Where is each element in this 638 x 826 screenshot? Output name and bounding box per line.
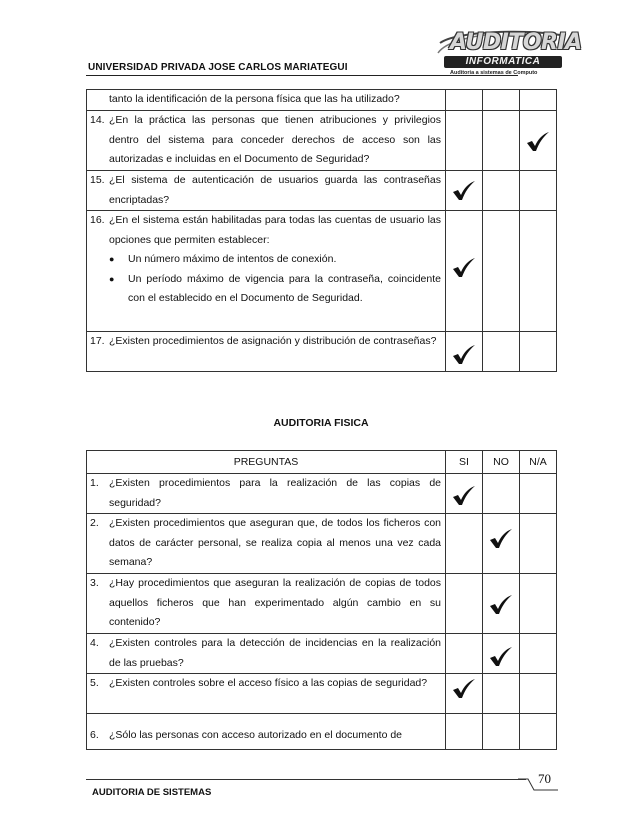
question-number: 1.	[90, 477, 99, 489]
answer-cell-na	[520, 474, 557, 514]
question-text: ¿En el sistema están habilitadas para todas las cuentas de usuario las opciones que permiten establecer:	[109, 214, 441, 246]
answer-cell-na	[520, 714, 557, 750]
list-item: ● Un período máximo de vigencia para la contraseña, coincidente con el establecido en el Documento de Seguridad.	[109, 272, 441, 304]
answer-cell-no	[483, 90, 520, 111]
answer-cell-si	[446, 634, 483, 674]
answer-cell-no	[483, 171, 520, 211]
answer-cell-no	[483, 332, 520, 372]
question-number: 5.	[90, 677, 99, 689]
answer-cell-si	[446, 714, 483, 750]
list-item: ● Un número máximo de intentos de conexión.	[109, 253, 337, 265]
checkmark-icon	[451, 257, 477, 279]
answer-cell-no	[483, 211, 520, 332]
answer-cell-no	[483, 474, 520, 514]
answer-cell-no	[483, 674, 520, 714]
table-row	[87, 574, 557, 634]
checkmark-icon	[451, 180, 477, 202]
section-title: AUDITORIA FISICA	[273, 417, 369, 429]
question-number: 2.	[90, 517, 99, 529]
question-cell	[87, 514, 446, 574]
question-text: ¿Existen controles para la detección de incidencias en la realización de las pruebas?	[109, 637, 441, 669]
table-row	[87, 90, 557, 111]
question-cell	[87, 332, 446, 372]
logo-band: INFORMATICA	[444, 56, 562, 68]
header-divider	[86, 75, 518, 76]
question-cell	[87, 574, 446, 634]
answer-cell-na	[520, 111, 557, 171]
question-number: 4.	[90, 637, 99, 649]
answer-cell-na	[520, 90, 557, 111]
question-text: ¿Existen procedimientos para la realización de las copias de seguridad?	[109, 477, 441, 509]
question-number: 15.	[90, 174, 105, 186]
question-text: ¿Existen controles sobre el acceso físico a las copias de seguridad?	[109, 677, 428, 689]
answer-cell-no	[483, 574, 520, 634]
column-header-na: N/A	[520, 451, 557, 474]
table-row	[87, 714, 557, 750]
table-row	[87, 674, 557, 714]
question-number: 6.	[90, 728, 99, 741]
page-number: 70	[538, 771, 551, 786]
column-header-si: SI	[446, 451, 483, 474]
checkmark-icon	[488, 646, 514, 668]
answer-cell-na	[520, 634, 557, 674]
answer-cell-si	[446, 574, 483, 634]
answer-cell-na	[520, 574, 557, 634]
column-header-no: NO	[483, 451, 520, 474]
footer-label: AUDITORIA DE SISTEMAS	[92, 787, 212, 798]
table-row	[87, 474, 557, 514]
logo-subtitle: Auditoria a sistemas de Computo	[450, 70, 538, 76]
answer-cell-si	[446, 332, 483, 372]
table-header-row	[87, 451, 557, 474]
question-number: 3.	[90, 577, 99, 589]
answer-cell-si	[446, 514, 483, 574]
footer-divider	[86, 779, 526, 780]
question-text: tanto la identificación de la persona física que las ha utilizado?	[109, 93, 400, 105]
column-header-questions: PREGUNTAS	[87, 451, 446, 474]
access-control-table	[86, 89, 557, 372]
question-text: ¿Hay procedimientos que aseguran la realización de copias de todos aquellos ficheros que han experimentado algún cambio en su contenido?	[109, 577, 441, 628]
answer-cell-si	[446, 474, 483, 514]
question-cell	[87, 211, 446, 332]
answer-cell-no	[483, 634, 520, 674]
answer-cell-na	[520, 211, 557, 332]
answer-cell-na	[520, 332, 557, 372]
question-cell	[87, 714, 446, 750]
answer-cell-no	[483, 111, 520, 171]
question-number: 14.	[90, 114, 105, 126]
checkmark-icon	[488, 594, 514, 616]
question-cell	[87, 111, 446, 171]
table-row	[87, 332, 557, 372]
answer-cell-si	[446, 90, 483, 111]
question-cell	[87, 171, 446, 211]
question-text: ¿Existen procedimientos que aseguran que, de todos los ficheros con datos de carácter personal, se realiza copia al menos una vez cada semana?	[109, 517, 441, 568]
answer-cell-na	[520, 674, 557, 714]
answer-cell-na	[520, 514, 557, 574]
question-cell	[87, 674, 446, 714]
question-cell	[87, 474, 446, 514]
table-row	[87, 514, 557, 574]
answer-cell-si	[446, 211, 483, 332]
checkmark-icon	[451, 678, 477, 700]
question-text: ¿El sistema de autenticación de usuarios guarda las contraseñas encriptadas?	[109, 174, 441, 206]
answer-cell-si	[446, 111, 483, 171]
checkmark-icon	[451, 344, 477, 366]
auditoria-informatica-logo	[436, 29, 582, 81]
table-row	[87, 171, 557, 211]
question-text: ¿En la práctica las personas que tienen atribuciones y privilegios dentro del sistema para conceder derechos de acceso son las autorizadas e incluidas en el Documento de Seguridad?	[109, 114, 441, 165]
logo-title: AUDITORIA	[450, 30, 582, 55]
university-title: UNIVERSIDAD PRIVADA JOSE CARLOS MARIATEGUI	[88, 62, 348, 73]
question-number: 16.	[90, 214, 105, 226]
physical-audit-table	[86, 450, 557, 750]
question-cell	[87, 634, 446, 674]
question-cell	[87, 90, 446, 111]
question-text: ¿Sólo las personas con acceso autorizado en el documento de	[109, 728, 403, 741]
answer-cell-si	[446, 674, 483, 714]
question-text: ¿Existen procedimientos de asignación y distribución de contraseñas?	[109, 335, 437, 347]
checkmark-icon	[451, 485, 477, 507]
table-row	[87, 211, 557, 332]
question-number: 17.	[90, 335, 105, 347]
answer-cell-no	[483, 514, 520, 574]
option-list	[109, 250, 441, 309]
table-row	[87, 634, 557, 674]
checkmark-icon	[488, 528, 514, 550]
answer-cell-si	[446, 171, 483, 211]
answer-cell-no	[483, 714, 520, 750]
checkmark-icon	[525, 131, 551, 153]
table-row	[87, 111, 557, 171]
answer-cell-na	[520, 171, 557, 211]
